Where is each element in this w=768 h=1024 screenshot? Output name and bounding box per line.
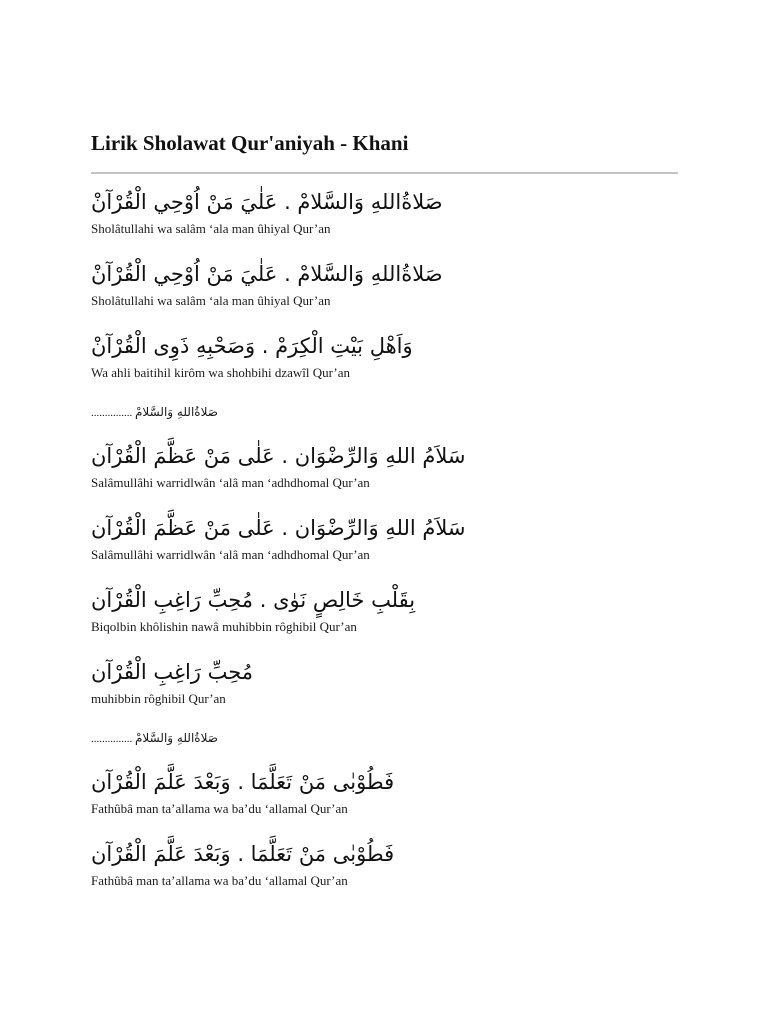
verse-arabic: سَلاَمُ اللهِ وَالرِّضْوَان . عَلٰى مَنْ عَظَّمَ الْقُرْآن bbox=[91, 444, 466, 468]
verse-arabic: صَلاةُاللهِ وَالسَّلامْ . عَلٰيَ مَنْ اُوْحِي الْقُرْآنْ bbox=[91, 190, 443, 214]
verse-arabic: سَلاَمُ اللهِ وَالرِّضْوَان . عَلٰى مَنْ عَظَّمَ الْقُرْآن bbox=[91, 516, 466, 540]
verse-transliteration: Salâmullâhi warridlwân ‘alâ man ‘adhdhomal Qur’an bbox=[91, 547, 370, 562]
chorus-arabic: صَلاةُاللهِ وَالسَّلامْ bbox=[135, 731, 218, 745]
verse-transliteration: Salâmullâhi warridlwân ‘alâ man ‘adhdhomal Qur’an bbox=[91, 475, 370, 490]
verse-block bbox=[91, 258, 679, 330]
document-page bbox=[91, 128, 679, 910]
verse-block bbox=[91, 584, 679, 656]
chorus-marker bbox=[91, 728, 679, 766]
verse-transliteration: Fathûbâ man ta’allama wa ba’du ‘allamal Qur’an bbox=[91, 873, 348, 888]
verse-transliteration: Biqolbin khôlishin nawâ muhibbin rôghibil Qur’an bbox=[91, 619, 357, 634]
verse-block bbox=[91, 330, 679, 402]
verse-arabic: بِقَلْبِ خَالِصٍ نَوٰى . مُحِبِّ رَاغِبِ الْقُرْآن bbox=[91, 588, 416, 612]
verse-transliteration: Wa ahli baitihil kirôm wa shohbihi dzawîl Qur’an bbox=[91, 365, 351, 380]
verse-transliteration: Sholâtullahi wa salâm ‘ala man ûhiyal Qur’an bbox=[91, 293, 331, 308]
title-divider bbox=[91, 172, 678, 174]
chorus-dots: ............... bbox=[91, 733, 133, 745]
verse-arabic: فَطُوْبٰى مَنْ تَعَلَّمَا . وَبَعْدَ عَلَّمَ الْقُرْآن bbox=[91, 842, 395, 866]
verse-transliteration: Sholâtullahi wa salâm ‘ala man ûhiyal Qur’an bbox=[91, 221, 331, 236]
chorus-dots: ............... bbox=[91, 407, 133, 419]
verse-arabic: صَلاةُاللهِ وَالسَّلامْ . عَلٰيَ مَنْ اُوْحِي الْقُرْآنْ bbox=[91, 262, 443, 286]
verse-block bbox=[91, 656, 679, 728]
verse-arabic: مُحِبِّ رَاغِبِ الْقُرْآن bbox=[91, 660, 254, 684]
verse-transliteration: Fathûbâ man ta’allama wa ba’du ‘allamal Qur’an bbox=[91, 801, 348, 816]
chorus-arabic: صَلاةُاللهِ وَالسَّلامْ bbox=[135, 405, 218, 419]
lyrics-body bbox=[91, 186, 679, 910]
chorus-marker bbox=[91, 402, 679, 440]
verse-transliteration: muhibbin rôghibil Qur’an bbox=[91, 691, 226, 706]
verse-block bbox=[91, 440, 679, 512]
verse-arabic: وَاَهْلِ بَيْتِ الْكِرَمْ . وَصَحْبِهِ ذَوِى الْقُرْآنْ bbox=[91, 334, 413, 358]
verse-arabic: فَطُوْبٰى مَنْ تَعَلَّمَا . وَبَعْدَ عَلَّمَ الْقُرْآن bbox=[91, 770, 395, 794]
verse-block bbox=[91, 838, 679, 910]
verse-block bbox=[91, 186, 679, 258]
verse-block bbox=[91, 766, 679, 838]
verse-block bbox=[91, 512, 679, 584]
page-title: Lirik Sholawat Qur'aniyah - Khani bbox=[91, 131, 409, 155]
